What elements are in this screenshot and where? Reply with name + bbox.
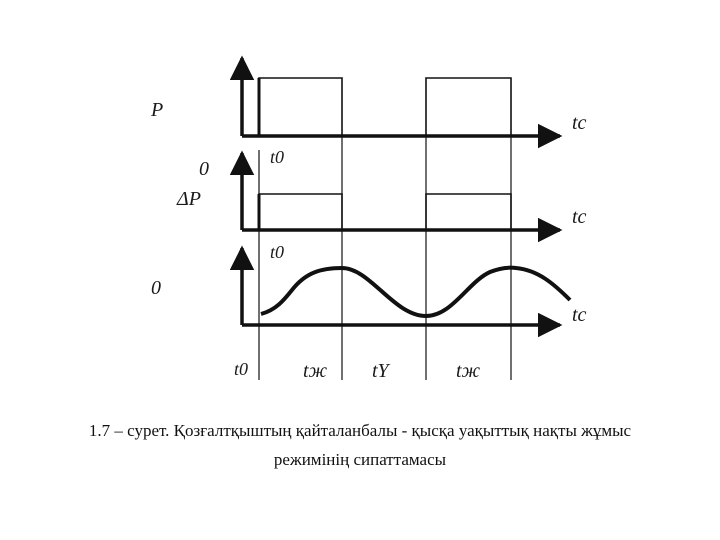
power-pulse-2 bbox=[426, 78, 511, 136]
axis3-x-label: tc bbox=[572, 304, 587, 326]
axis2-x-label: tc bbox=[572, 206, 587, 228]
axis2-t0-label: t0 bbox=[270, 242, 285, 262]
axis1-y-label: P bbox=[151, 99, 164, 121]
axis1-t0-label: t0 bbox=[270, 147, 285, 167]
bottom-t0-label: t0 bbox=[234, 359, 249, 379]
interval-work-label-1: tж bbox=[303, 360, 328, 382]
loss-pulse-2 bbox=[426, 194, 511, 230]
temperature-curve bbox=[261, 268, 570, 316]
interval-work-label-2: tж bbox=[456, 360, 481, 382]
axis1-x-label: tc bbox=[572, 112, 587, 134]
figure-caption-line-1: 1.7 – сурет. Қозғалтқыштың қайталанбалы - қысқа уақыттық нақты жұмыс bbox=[88, 421, 632, 440]
figure-caption-line-2: режимінің сипаттамасы bbox=[273, 450, 447, 469]
axis2-y-label: ΔP bbox=[177, 188, 201, 210]
power-pulse-1 bbox=[259, 78, 342, 136]
zero-label-1: 0 bbox=[199, 158, 209, 180]
loss-pulse-1 bbox=[259, 194, 342, 230]
zero-label-2: 0 bbox=[151, 277, 161, 299]
interval-rest-label: tҮ bbox=[372, 360, 389, 382]
